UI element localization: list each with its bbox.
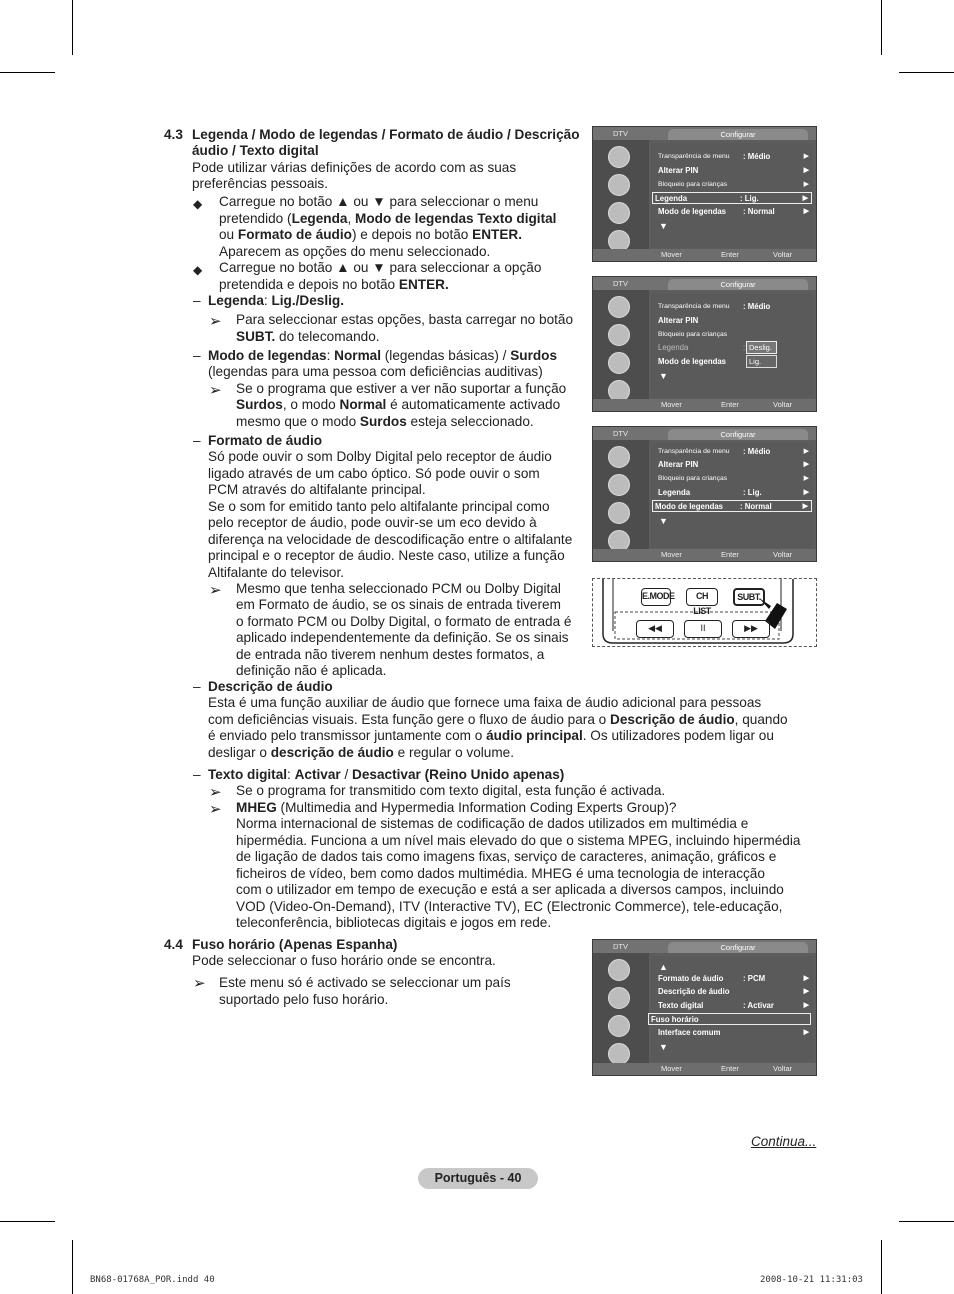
- foot-enter: Enter: [721, 550, 739, 559]
- foot-enter: Enter: [721, 400, 739, 409]
- foot-back: Voltar: [773, 1064, 793, 1073]
- note-text: de ligação de dados tais como imagens fixas, serviço de caracteres, animação, gráficos e: [236, 849, 777, 864]
- item-text: principal e o receptor de áudio. Neste caso, utilize a função: [208, 548, 565, 563]
- rewind-button[interactable]: ◀◀: [636, 620, 674, 638]
- item-formato-audio: Formato de áudio: [208, 433, 323, 448]
- menu-row[interactable]: Alterar PIN ▶: [658, 166, 809, 175]
- note-text: VOD (Video-On-Demand), ITV (Interactive TV), EC (Electronic Commerce), tele-educação,: [236, 899, 783, 914]
- picture-icon: [608, 296, 630, 318]
- crop-mark: [0, 72, 55, 73]
- note-arrow-icon: ➢: [209, 784, 222, 801]
- note-text: Norma internacional de sistemas de codificação de dados utilizados em multimédia e: [236, 816, 749, 831]
- note-text: Para seleccionar estas opções, basta carregar no botão: [236, 312, 574, 327]
- foot-enter: Enter: [721, 1064, 739, 1073]
- menu-row-selected[interactable]: Fuso horário: [648, 1013, 811, 1025]
- bullet-text: Carregue no botão ▲ ou ▼ para seleccionar o menu: [219, 194, 539, 209]
- channel-icon: [608, 1015, 630, 1037]
- note-arrow-icon: ➢: [193, 975, 206, 992]
- fast-forward-button[interactable]: ▶▶: [732, 620, 770, 638]
- note-text: o formato PCM ou Dolby Digital, o formato de entrada é: [236, 614, 572, 629]
- item-text: é enviado pelo transmissor juntamente com o áudio principal. Os utilizadores podem ligar ou: [208, 728, 774, 743]
- menu-row[interactable]: Bloqueio para crianças: [658, 331, 728, 338]
- foot-back: Voltar: [773, 250, 793, 259]
- menu-title: Configurar: [668, 942, 808, 953]
- menu-row[interactable]: Bloqueio para crianças ▶: [658, 475, 809, 482]
- item-texto-digital: Texto digital: Activar / Desactivar (Reino Unido apenas): [208, 767, 565, 782]
- item-text: Esta é uma função auxiliar de áudio que fornece uma faixa de áudio adicional para pessoas: [208, 695, 762, 710]
- dtv-label: DTV: [613, 129, 628, 138]
- crop-mark: [899, 72, 954, 73]
- note-arrow-icon: ➢: [209, 313, 222, 330]
- menu-row[interactable]: Formato de áudio : PCM ▶: [658, 974, 809, 983]
- dash-bullet: –: [193, 767, 201, 782]
- menu-title: Configurar: [668, 129, 808, 140]
- note-text: Se o programa for transmitido com texto digital, esta função é activada.: [236, 783, 666, 798]
- scroll-up-icon[interactable]: ▲: [659, 962, 668, 972]
- continue-link[interactable]: Continua...: [751, 1134, 817, 1149]
- pause-button[interactable]: II: [684, 620, 722, 638]
- item-text: PCM através do altifalante principal.: [208, 482, 426, 497]
- channel-icon: [608, 352, 630, 374]
- menu-row[interactable]: Transparência de menu : Médio ▶: [658, 152, 809, 161]
- note-text: aplicado independentemente da definição. Se os sinais: [236, 630, 569, 645]
- menu-title: Configurar: [668, 279, 808, 290]
- foot-move: Mover: [661, 1064, 682, 1073]
- footer-filename: BN68-01768A_POR.indd 40: [90, 1275, 215, 1285]
- menu-row[interactable]: Legenda : Lig. ▶: [658, 488, 809, 497]
- note-text: mesmo que o modo Surdos esteja seleccionado.: [236, 414, 534, 429]
- intro-text: Pode seleccionar o fuso horário onde se encontra.: [192, 953, 496, 968]
- bullet-text: Aparecem as opções do menu seleccionado.: [219, 244, 491, 259]
- tv-menu-setup-1: [592, 126, 817, 262]
- item-text: Só pode ouvir o som Dolby Digital pelo receptor de áudio: [208, 449, 552, 464]
- picture-icon: [608, 959, 630, 981]
- note-text: Este menu só é activado se seleccionar um país: [219, 975, 511, 990]
- menu-row[interactable]: Transparência de menu : Médio ▶: [658, 447, 809, 456]
- sound-icon: [608, 987, 630, 1009]
- tv-menu-setup-2: [592, 276, 817, 412]
- bullet-text: Carregue no botão ▲ ou ▼ para seleccionar a opção: [219, 260, 542, 275]
- dtv-label: DTV: [613, 279, 628, 288]
- item-text: (legendas para uma pessoa com deficiências auditivas): [208, 364, 543, 379]
- item-text: Se o som for emitido tanto pelo altifalante principal como: [208, 499, 550, 514]
- dash-bullet: –: [193, 348, 201, 363]
- foot-enter: Enter: [721, 250, 739, 259]
- note-text: SUBT. do telecomando.: [236, 329, 380, 344]
- note-text: MHEG (Multimedia and Hypermedia Information Coding Experts Group)?: [236, 800, 677, 815]
- menu-row[interactable]: Bloqueio para crianças ▶: [658, 181, 809, 188]
- foot-move: Mover: [661, 550, 682, 559]
- item-descricao-audio: Descrição de áudio: [208, 679, 333, 694]
- crop-mark: [881, 1240, 882, 1294]
- menu-row[interactable]: Alterar PIN: [658, 316, 699, 325]
- foot-back: Voltar: [773, 550, 793, 559]
- crop-mark: [899, 1221, 954, 1222]
- menu-row[interactable]: Alterar PIN ▶: [658, 460, 809, 469]
- note-text: suportado pelo fuso horário.: [219, 992, 389, 1007]
- intro-text: Pode utilizar várias definições de acordo com as suas: [192, 160, 517, 175]
- crop-mark: [72, 1240, 73, 1294]
- note-text: teleconferência, bibliotecas digitais e jogos em rede.: [236, 915, 552, 930]
- note-text: ficheiros de vídeo, bem como dados multimédia. MHEG é uma tecnologia de interacção: [236, 866, 765, 881]
- foot-back: Voltar: [773, 400, 793, 409]
- remote-control-illustration: [592, 578, 817, 647]
- menu-row[interactable]: Texto digital : Activar ▶: [658, 1001, 809, 1010]
- note-text: definição não é aplicada.: [236, 663, 387, 678]
- intro-text: preferências pessoais.: [192, 176, 329, 191]
- menu-row[interactable]: Modo de legendas : Normal ▶: [658, 207, 809, 216]
- bullet-text: pretendida e depois no botão ENTER.: [219, 277, 449, 292]
- channel-icon: [608, 502, 630, 524]
- crop-mark: [881, 0, 882, 55]
- dtv-label: DTV: [613, 429, 628, 438]
- diamond-bullet-icon: ◆: [193, 197, 203, 211]
- scroll-down-icon[interactable]: ▼: [659, 221, 668, 231]
- menu-row-selected[interactable]: Modo de legendas : Normal ▶: [652, 500, 812, 512]
- item-legenda: Legenda: Lig./Deslig.: [208, 293, 344, 308]
- scroll-down-icon[interactable]: ▼: [659, 1042, 668, 1052]
- note-text: Surdos, o modo Normal é automaticamente activado: [236, 397, 561, 412]
- tv-menu-setup-3: [592, 426, 817, 562]
- note-text: Se o programa que estiver a ver não suportar a função: [236, 381, 567, 396]
- item-text: diferença na velocidade de descodificação entre o altifalante: [208, 532, 573, 547]
- section-number: 4.4: [164, 937, 183, 952]
- menu-row[interactable]: Descrição de áudio ▶: [658, 987, 809, 996]
- section-title-cont: áudio / Texto digital: [192, 143, 319, 158]
- scroll-down-icon[interactable]: ▼: [659, 516, 668, 526]
- subt-button[interactable]: SUBT.: [733, 588, 765, 606]
- crop-mark: [72, 0, 73, 55]
- channel-icon: [608, 202, 630, 224]
- chlist-button[interactable]: CH LIST: [686, 588, 718, 606]
- option-lig[interactable]: Lig.: [746, 355, 777, 368]
- foot-move: Mover: [661, 400, 682, 409]
- dash-bullet: –: [193, 433, 201, 448]
- note-text: hipermédia. Funciona a um nível mais elevado do que o sistema MPEG, incluindo hipermédia: [236, 833, 801, 848]
- bullet-text: ou Formato de áudio) e depois no botão ENTER.: [219, 227, 522, 242]
- tv-menu-setup-4: [592, 939, 817, 1076]
- section-title: Legenda / Modo de legendas / Formato de áudio / Descrição: [192, 127, 580, 142]
- sound-icon: [608, 324, 630, 346]
- option-deslig[interactable]: Deslig.: [746, 341, 777, 354]
- menu-row[interactable]: Legenda :: [658, 343, 746, 352]
- menu-row[interactable]: Transparência de menu : Médio: [658, 302, 771, 311]
- footer-timestamp: 2008-10-21 11:31:03: [760, 1275, 863, 1285]
- sound-icon: [608, 174, 630, 196]
- page-number-badge: Português - 40: [418, 1168, 538, 1189]
- foot-move: Mover: [661, 250, 682, 259]
- section-number: 4.3: [164, 127, 183, 142]
- item-text: pelo receptor de áudio, pode ouvir-se um eco devido à: [208, 515, 537, 530]
- note-arrow-icon: ➢: [209, 801, 222, 818]
- note-text: de entrada não tiverem nenhum destes formatos, a: [236, 647, 545, 662]
- dtv-label: DTV: [613, 942, 628, 951]
- menu-row[interactable]: Interface comum ▶: [658, 1028, 809, 1037]
- diamond-bullet-icon: ◆: [193, 263, 203, 277]
- item-text: ligado através de um cabo óptico. Só pode ouvir o som: [208, 466, 540, 481]
- note-text: Mesmo que tenha seleccionado PCM ou Dolby Digital: [236, 581, 561, 596]
- section-title: Fuso horário (Apenas Espanha): [192, 937, 398, 952]
- note-text: em Formato de áudio, se os sinais de entrada tiverem: [236, 597, 561, 612]
- sound-icon: [608, 474, 630, 496]
- note-arrow-icon: ➢: [209, 382, 222, 399]
- item-text: com deficiências visuais. Esta função gere o fluxo de áudio para o Descrição de áudio, quando: [208, 712, 788, 727]
- item-text: desligar o descrição de áudio e regular o volume.: [208, 745, 514, 760]
- item-text: Altifalante do televisor.: [208, 565, 345, 580]
- emode-button[interactable]: E.MODE: [641, 588, 671, 606]
- menu-row[interactable]: Modo de legendas: [658, 357, 727, 366]
- crop-mark: [0, 1221, 55, 1222]
- note-arrow-icon: ➢: [209, 582, 222, 599]
- bullet-text: pretendido (Legenda, Modo de legendas Texto digital: [219, 211, 557, 226]
- dash-bullet: –: [193, 679, 201, 694]
- picture-icon: [608, 146, 630, 168]
- dash-bullet: –: [193, 293, 201, 308]
- scroll-down-icon[interactable]: ▼: [659, 371, 668, 381]
- item-modo-legendas: Modo de legendas: Normal (legendas básicas) / Surdos: [208, 348, 558, 363]
- picture-icon: [608, 446, 630, 468]
- setup-icon: [608, 1043, 630, 1065]
- note-text: com o utilizador em tempo de execução e está a ser aplicada a diversos campos, incluindo: [236, 882, 784, 897]
- menu-title: Configurar: [668, 429, 808, 440]
- menu-row-selected[interactable]: Legenda : Lig. ▶: [652, 192, 812, 204]
